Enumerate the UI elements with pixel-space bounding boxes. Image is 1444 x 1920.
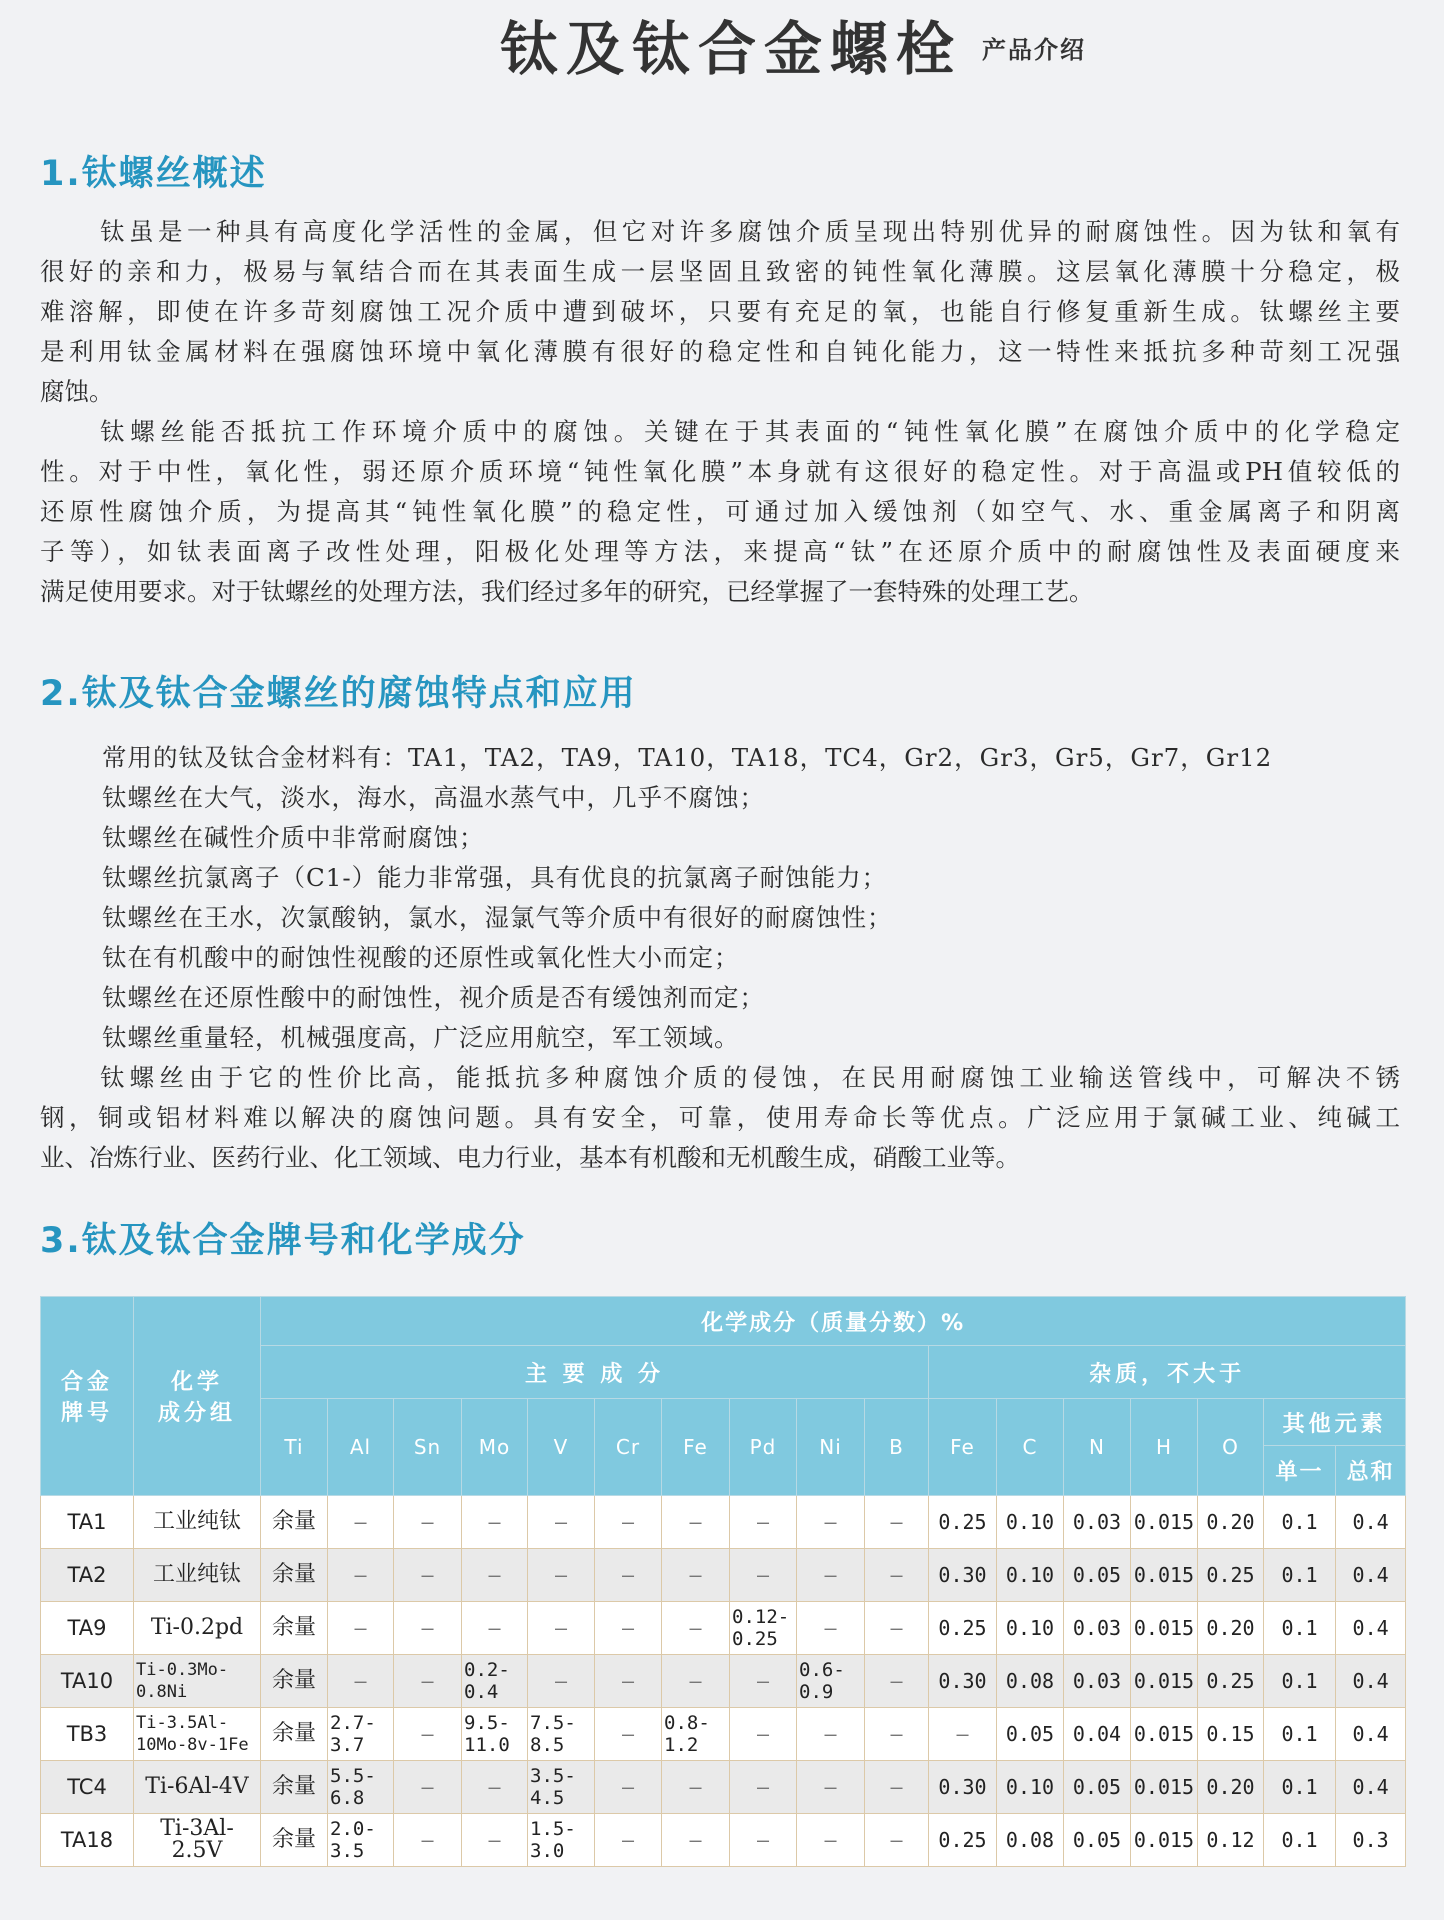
impurity-cell: 0.25 bbox=[929, 1602, 997, 1655]
header-element: Ti bbox=[261, 1399, 328, 1496]
table-row bbox=[41, 1814, 1406, 1867]
header-element: Ni bbox=[797, 1399, 865, 1496]
header-grade: 合金 牌号 bbox=[41, 1297, 134, 1496]
section2-body bbox=[40, 738, 1400, 1178]
paragraph-line: 是利用钛金属材料在强腐蚀环境中氧化薄膜有很好的稳定性和自钝化能力，这一特性来抵抗多种苛刻工况强 bbox=[40, 337, 1400, 366]
composition-table bbox=[40, 1296, 1406, 1867]
main-element-cell: — bbox=[662, 1761, 730, 1814]
impurity-cell: 0.25 bbox=[1198, 1549, 1264, 1602]
impurity-cell: 0.20 bbox=[1198, 1496, 1264, 1549]
main-element-cell: 1.5- 3.0 bbox=[528, 1814, 595, 1867]
impurity-cell: 0.03 bbox=[1064, 1602, 1131, 1655]
main-element-cell: — bbox=[797, 1761, 865, 1814]
main-element-cell: — bbox=[865, 1549, 929, 1602]
main-element-cell: — bbox=[328, 1655, 394, 1708]
table-row bbox=[41, 1655, 1406, 1708]
main-element-cell: 0.8- 1.2 bbox=[662, 1708, 730, 1761]
grade-cell: TA10 bbox=[41, 1655, 134, 1708]
paragraph-line: 还原性腐蚀介质，为提高其“钝性氧化膜”的稳定性，可通过加入缓蚀剂（如空气、水、重金属离子和阴离 bbox=[40, 497, 1400, 526]
page-subtitle: 产品介绍 bbox=[982, 36, 1086, 64]
main-element-cell: — bbox=[528, 1549, 595, 1602]
main-element-cell: — bbox=[797, 1549, 865, 1602]
impurity-cell: 0.4 bbox=[1336, 1496, 1406, 1549]
main-element-cell: — bbox=[730, 1708, 797, 1761]
header-impurity-element: H bbox=[1131, 1399, 1198, 1496]
main-element-cell: 余量 bbox=[261, 1761, 328, 1814]
list-item: 钛螺丝抗氯离子（C1-）能力非常强，具有优良的抗氯离子耐蚀能力； bbox=[102, 863, 888, 892]
list-item: 钛螺丝在碱性介质中非常耐腐蚀； bbox=[102, 823, 485, 852]
group-cell: Ti-0.3Mo- 0.8Ni bbox=[134, 1655, 261, 1708]
main-element-cell: — bbox=[394, 1761, 462, 1814]
main-element-cell: 余量 bbox=[261, 1708, 328, 1761]
section2-heading: 2.钛及钛合金螺丝的腐蚀特点和应用 bbox=[40, 674, 637, 714]
header-composition: 化学成分（质量分数）% bbox=[261, 1297, 1406, 1346]
main-element-cell: 2.0- 3.5 bbox=[328, 1814, 394, 1867]
main-element-cell: — bbox=[462, 1602, 528, 1655]
header-other-elements: 其他元素 bbox=[1264, 1399, 1406, 1446]
main-element-cell: — bbox=[865, 1761, 929, 1814]
impurity-cell: 0.4 bbox=[1336, 1655, 1406, 1708]
impurity-cell: 0.25 bbox=[1198, 1655, 1264, 1708]
paragraph-line: 性。对于中性，氧化性，弱还原介质环境“钝性氧化膜”本身就有这很好的稳定性。对于高温或PH值较低的 bbox=[40, 457, 1400, 486]
impurity-cell: 0.3 bbox=[1336, 1814, 1406, 1867]
main-element-cell: — bbox=[595, 1496, 662, 1549]
impurity-cell: 0.1 bbox=[1264, 1761, 1336, 1814]
group-cell: Ti-0.2pd bbox=[134, 1602, 261, 1655]
main-element-cell: 0.6- 0.9 bbox=[797, 1655, 865, 1708]
main-element-cell: — bbox=[730, 1496, 797, 1549]
paragraph-line: 钛螺丝由于它的性价比高，能抵抗多种腐蚀介质的侵蚀，在民用耐腐蚀工业输送管线中，可解决不锈 bbox=[100, 1063, 1400, 1092]
main-element-cell: — bbox=[662, 1655, 730, 1708]
main-element-cell: — bbox=[595, 1708, 662, 1761]
header-element: Pd bbox=[730, 1399, 797, 1496]
main-element-cell: — bbox=[865, 1655, 929, 1708]
impurity-cell: 0.05 bbox=[1064, 1761, 1131, 1814]
header-group: 化学 成分组 bbox=[134, 1297, 261, 1496]
paragraph-line: 钢，铜或铝材料难以解决的腐蚀问题。具有安全，可靠，使用寿命长等优点。广泛应用于氯碱工业、纯碱工 bbox=[40, 1103, 1400, 1132]
impurity-cell: 0.4 bbox=[1336, 1708, 1406, 1761]
main-element-cell: — bbox=[394, 1549, 462, 1602]
main-element-cell: — bbox=[730, 1761, 797, 1814]
section1-heading: 1.钛螺丝概述 bbox=[40, 154, 267, 194]
main-element-cell: — bbox=[328, 1602, 394, 1655]
main-element-cell: — bbox=[528, 1496, 595, 1549]
section3-heading: 3.钛及钛合金牌号和化学成分 bbox=[40, 1221, 526, 1261]
main-element-cell: — bbox=[797, 1814, 865, 1867]
header-element: Fe bbox=[662, 1399, 730, 1496]
header-element: Al bbox=[328, 1399, 394, 1496]
group-cell: Ti-3.5Al- 10Mo-8v-1Fe bbox=[134, 1708, 261, 1761]
table-row bbox=[41, 1708, 1406, 1761]
paragraph-line: 满足使用要求。对于钛螺丝的处理方法，我们经过多年的研究，已经掌握了一套特殊的处理工艺。 bbox=[40, 577, 1094, 606]
main-element-cell: — bbox=[462, 1761, 528, 1814]
impurity-cell: 0.30 bbox=[929, 1655, 997, 1708]
main-element-cell: 余量 bbox=[261, 1496, 328, 1549]
header-element: Mo bbox=[462, 1399, 528, 1496]
impurity-cell: 0.015 bbox=[1131, 1655, 1198, 1708]
impurity-cell: 0.10 bbox=[997, 1549, 1064, 1602]
impurity-cell: 0.10 bbox=[997, 1496, 1064, 1549]
impurity-cell: 0.30 bbox=[929, 1549, 997, 1602]
impurity-cell: 0.08 bbox=[997, 1814, 1064, 1867]
impurity-cell: 0.015 bbox=[1131, 1708, 1198, 1761]
main-element-cell: — bbox=[730, 1814, 797, 1867]
main-element-cell: — bbox=[730, 1549, 797, 1602]
impurity-cell: 0.1 bbox=[1264, 1496, 1336, 1549]
main-element-cell: 5.5- 6.8 bbox=[328, 1761, 394, 1814]
paragraph-line: 腐蚀。 bbox=[40, 377, 114, 406]
table-row bbox=[41, 1549, 1406, 1602]
impurity-cell: 0.015 bbox=[1131, 1496, 1198, 1549]
group-cell: 工业纯钛 bbox=[134, 1549, 261, 1602]
main-element-cell: — bbox=[865, 1814, 929, 1867]
impurity-cell: 0.15 bbox=[1198, 1708, 1264, 1761]
main-element-cell: — bbox=[528, 1655, 595, 1708]
main-element-cell: — bbox=[662, 1496, 730, 1549]
impurity-cell: 0.1 bbox=[1264, 1549, 1336, 1602]
impurity-cell: 0.25 bbox=[929, 1814, 997, 1867]
impurity-cell: 0.03 bbox=[1064, 1496, 1131, 1549]
main-element-cell: 9.5- 11.0 bbox=[462, 1708, 528, 1761]
group-cell: Ti-3Al-2.5V bbox=[134, 1814, 261, 1867]
impurity-cell: 0.4 bbox=[1336, 1602, 1406, 1655]
main-element-cell: — bbox=[730, 1655, 797, 1708]
impurity-cell: 0.1 bbox=[1264, 1814, 1336, 1867]
grade-cell: TA18 bbox=[41, 1814, 134, 1867]
main-element-cell: — bbox=[662, 1814, 730, 1867]
impurity-cell: 0.04 bbox=[1064, 1708, 1131, 1761]
paragraph-line: 钛虽是一种具有高度化学活性的金属，但它对许多腐蚀介质呈现出特别优异的耐腐蚀性。因为钛和氧有 bbox=[100, 217, 1400, 246]
main-element-cell: — bbox=[595, 1761, 662, 1814]
main-element-cell: 余量 bbox=[261, 1655, 328, 1708]
impurity-cell: 0.1 bbox=[1264, 1655, 1336, 1708]
impurity-cell: 0.10 bbox=[997, 1761, 1064, 1814]
impurity-cell: 0.05 bbox=[1064, 1814, 1131, 1867]
main-element-cell: — bbox=[595, 1655, 662, 1708]
impurity-cell: 0.25 bbox=[929, 1496, 997, 1549]
main-element-cell: — bbox=[865, 1602, 929, 1655]
impurity-cell: 0.10 bbox=[997, 1602, 1064, 1655]
main-element-cell: — bbox=[662, 1602, 730, 1655]
list-item: 钛在有机酸中的耐蚀性视酸的还原性或氧化性大小而定； bbox=[102, 943, 740, 972]
impurity-cell: 0.015 bbox=[1131, 1549, 1198, 1602]
header-other-sub: 总和 bbox=[1336, 1446, 1406, 1496]
main-element-cell: — bbox=[394, 1496, 462, 1549]
group-cell: Ti-6Al-4V bbox=[134, 1761, 261, 1814]
header-impurity-element: N bbox=[1064, 1399, 1131, 1496]
impurity-cell: 0.20 bbox=[1198, 1761, 1264, 1814]
main-element-cell: — bbox=[462, 1496, 528, 1549]
header-element: B bbox=[865, 1399, 929, 1496]
grade-cell: TA9 bbox=[41, 1602, 134, 1655]
impurity-cell: 0.4 bbox=[1336, 1549, 1406, 1602]
header-other-sub: 单一 bbox=[1264, 1446, 1336, 1496]
impurity-cell: 0.4 bbox=[1336, 1761, 1406, 1814]
header-main-components: 主 要 成 分 bbox=[261, 1346, 929, 1399]
paragraph-line: 子等），如钛表面离子改性处理，阳极化处理等方法，来提高“钛”在还原介质中的耐腐蚀性及表面硬度来 bbox=[40, 537, 1400, 566]
header-element: Sn bbox=[394, 1399, 462, 1496]
impurity-cell: 0.1 bbox=[1264, 1708, 1336, 1761]
table-row bbox=[41, 1496, 1406, 1549]
impurity-cell: 0.015 bbox=[1131, 1814, 1198, 1867]
list-item: 钛螺丝在大气，淡水，海水，高温水蒸气中，几乎不腐蚀； bbox=[102, 783, 765, 812]
list-item: 钛螺丝重量轻，机械强度高，广泛应用航空，军工领域。 bbox=[102, 1023, 740, 1052]
main-element-cell: — bbox=[528, 1602, 595, 1655]
main-element-cell: 7.5- 8.5 bbox=[528, 1708, 595, 1761]
impurity-cell: 0.30 bbox=[929, 1761, 997, 1814]
paragraph-line: 难溶解，即使在许多苛刻腐蚀工况介质中遭到破坏，只要有充足的氧，也能自行修复重新生成。钛螺丝主要 bbox=[40, 297, 1400, 326]
impurity-cell: 0.1 bbox=[1264, 1602, 1336, 1655]
main-element-cell: — bbox=[595, 1602, 662, 1655]
main-element-cell: — bbox=[595, 1814, 662, 1867]
header-impurity-element: O bbox=[1198, 1399, 1264, 1496]
grade-cell: TC4 bbox=[41, 1761, 134, 1814]
main-element-cell: — bbox=[462, 1549, 528, 1602]
main-element-cell: 余量 bbox=[261, 1602, 328, 1655]
header-impurities: 杂质，不大于 bbox=[929, 1346, 1406, 1399]
grade-cell: TA1 bbox=[41, 1496, 134, 1549]
table-row bbox=[41, 1761, 1406, 1814]
main-element-cell: 0.12- 0.25 bbox=[730, 1602, 797, 1655]
impurity-cell: 0.20 bbox=[1198, 1602, 1264, 1655]
list-item: 常用的钛及钛合金材料有：TA1，TA2，TA9，TA10，TA18，TC4，Gr2，Gr3，Gr5，Gr7，Gr12 bbox=[102, 743, 1273, 772]
impurity-cell: 0.12 bbox=[1198, 1814, 1264, 1867]
impurity-cell: 0.05 bbox=[997, 1708, 1064, 1761]
main-element-cell: — bbox=[865, 1708, 929, 1761]
paragraph-line: 很好的亲和力，极易与氧结合而在其表面生成一层坚固且致密的钝性氧化薄膜。这层氧化薄膜十分稳定，极 bbox=[40, 257, 1400, 286]
page-title: 钛及钛合金螺栓 bbox=[500, 15, 963, 83]
impurity-cell: 0.015 bbox=[1131, 1761, 1198, 1814]
impurity-cell: 0.015 bbox=[1131, 1602, 1198, 1655]
section1-body bbox=[40, 212, 1400, 612]
main-element-cell: 2.7- 3.7 bbox=[328, 1708, 394, 1761]
impurity-cell: 0.08 bbox=[997, 1655, 1064, 1708]
impurity-cell: 0.03 bbox=[1064, 1655, 1131, 1708]
main-element-cell: — bbox=[328, 1549, 394, 1602]
header-element: Cr bbox=[595, 1399, 662, 1496]
grade-cell: TB3 bbox=[41, 1708, 134, 1761]
grade-cell: TA2 bbox=[41, 1549, 134, 1602]
main-element-cell: — bbox=[394, 1655, 462, 1708]
main-element-cell: — bbox=[394, 1602, 462, 1655]
main-element-cell: — bbox=[394, 1708, 462, 1761]
header-element: V bbox=[528, 1399, 595, 1496]
main-element-cell: — bbox=[462, 1814, 528, 1867]
impurity-cell: — bbox=[929, 1708, 997, 1761]
main-element-cell: 3.5- 4.5 bbox=[528, 1761, 595, 1814]
main-element-cell: 0.2- 0.4 bbox=[462, 1655, 528, 1708]
main-element-cell: — bbox=[595, 1549, 662, 1602]
main-element-cell: — bbox=[797, 1708, 865, 1761]
paragraph-line: 业、冶炼行业、医药行业、化工领域、电力行业，基本有机酸和无机酸生成，硝酸工业等。 bbox=[40, 1143, 1020, 1172]
impurity-cell: 0.05 bbox=[1064, 1549, 1131, 1602]
list-item: 钛螺丝在还原性酸中的耐蚀性，视介质是否有缓蚀剂而定； bbox=[102, 983, 765, 1012]
main-element-cell: — bbox=[797, 1496, 865, 1549]
main-element-cell: 余量 bbox=[261, 1814, 328, 1867]
header-impurity-element: Fe bbox=[929, 1399, 997, 1496]
header-impurity-element: C bbox=[997, 1399, 1064, 1496]
main-element-cell: — bbox=[865, 1496, 929, 1549]
main-element-cell: 余量 bbox=[261, 1549, 328, 1602]
main-element-cell: — bbox=[797, 1602, 865, 1655]
main-element-cell: — bbox=[662, 1549, 730, 1602]
paragraph-line: 钛螺丝能否抵抗工作环境介质中的腐蚀。关键在于其表面的“钝性氧化膜”在腐蚀介质中的化学稳定 bbox=[100, 417, 1400, 446]
group-cell: 工业纯钛 bbox=[134, 1496, 261, 1549]
list-item: 钛螺丝在王水，次氯酸钠，氯水，湿氯气等介质中有很好的耐腐蚀性； bbox=[102, 903, 893, 932]
main-element-cell: — bbox=[394, 1814, 462, 1867]
main-element-cell: — bbox=[328, 1496, 394, 1549]
table-row bbox=[41, 1602, 1406, 1655]
